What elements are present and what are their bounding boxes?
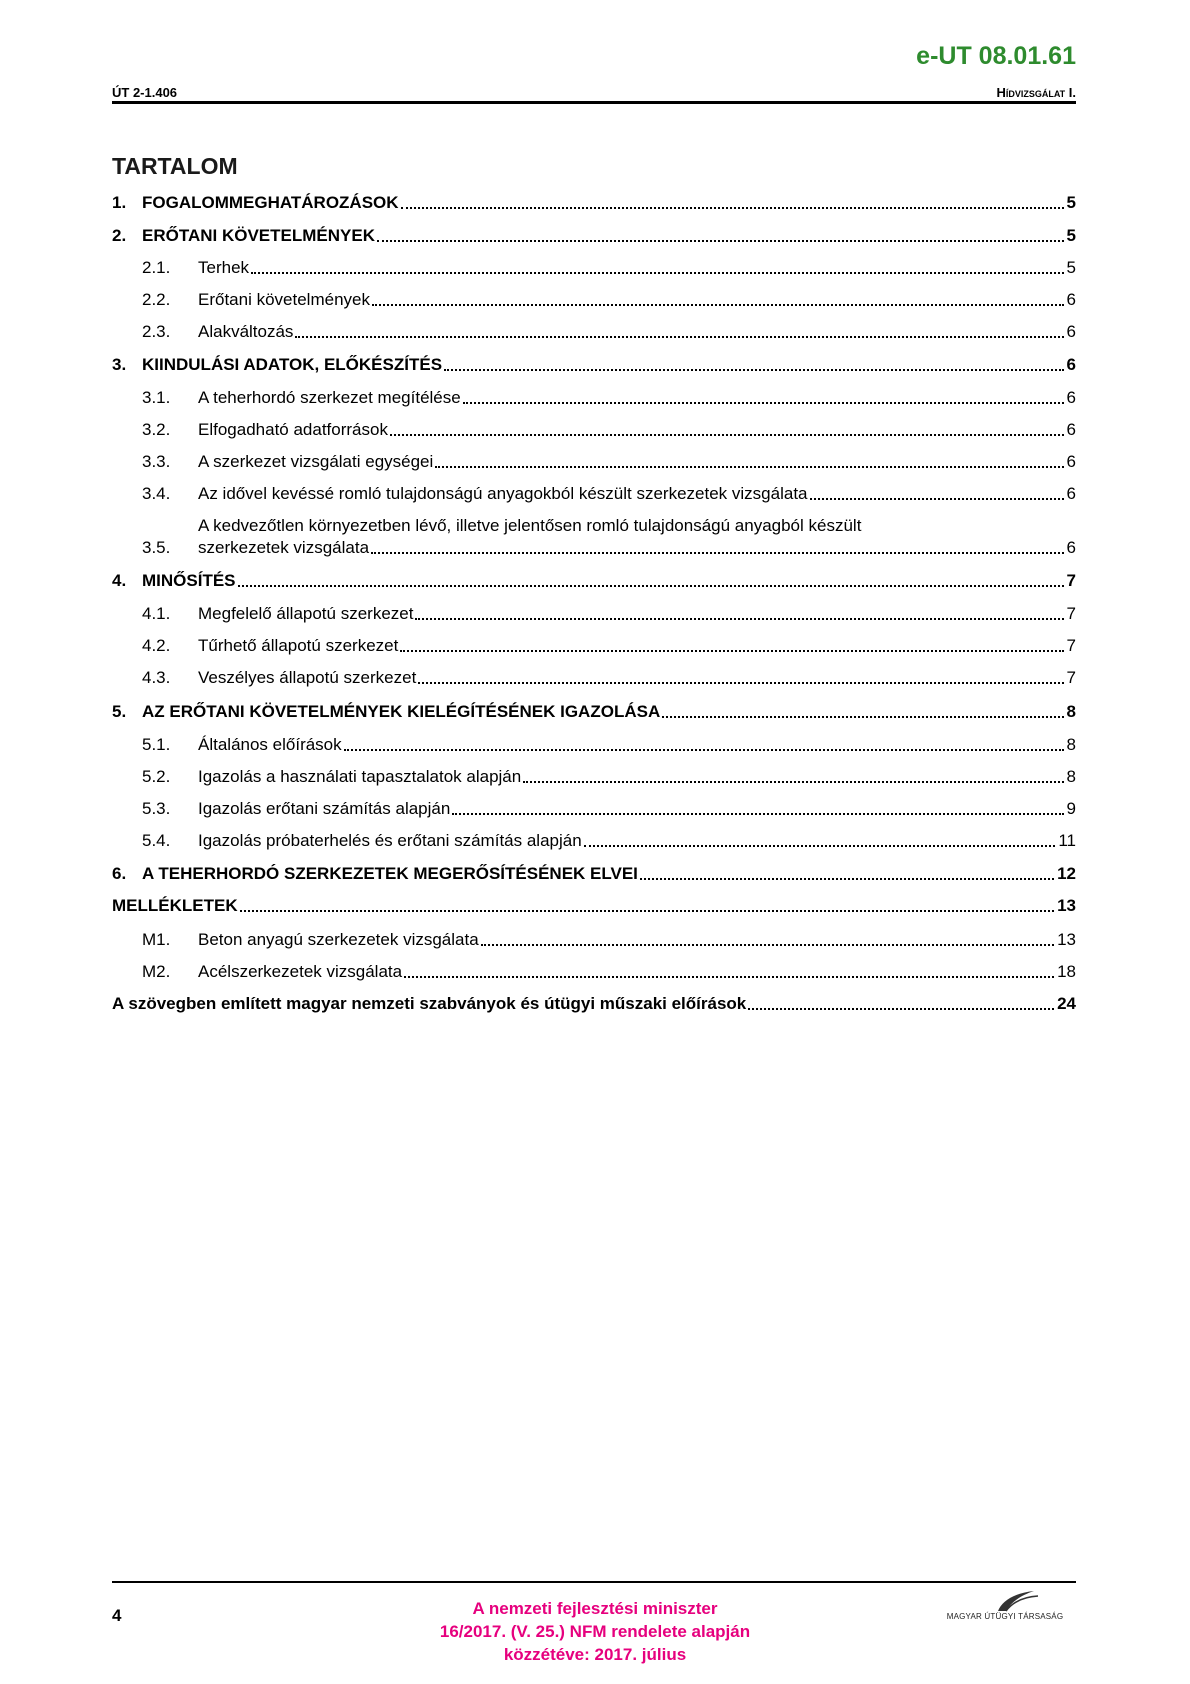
toc-entry-page: 7 <box>1066 571 1076 590</box>
toc-entry-number: 3.4. <box>142 484 171 503</box>
toc-entry[interactable] <box>112 798 1076 820</box>
dot-leader <box>810 498 1064 500</box>
dot-leader <box>463 402 1064 404</box>
toc-entry-page: 6 <box>1066 355 1076 374</box>
toc-entry-page: 6 <box>1066 388 1076 407</box>
dot-leader <box>240 910 1054 912</box>
toc-entry[interactable] <box>112 257 1076 279</box>
toc-entry-page: 9 <box>1066 799 1076 818</box>
toc-entry-page: 7 <box>1066 636 1076 655</box>
toc-entry-number: 5.3. <box>142 799 171 818</box>
toc-entry-text-continued: szerkezetek vizsgálata <box>198 538 370 557</box>
footer-rule <box>112 1581 1076 1583</box>
toc-entry-number: 3.5. <box>142 538 171 557</box>
toc-entry-page: 24 <box>1057 994 1076 1013</box>
toc-entry-page: 8 <box>1066 702 1076 721</box>
publisher-logo <box>930 1587 1080 1627</box>
dot-leader <box>748 1008 1054 1010</box>
toc-entry-text: AZ ERŐTANI KÖVETELMÉNYEK KIELÉGÍTÉSÉNEK IGAZOLÁSA <box>142 702 661 721</box>
toc-entry-number: 5.1. <box>142 735 171 754</box>
toc-entry-text: A szövegben említett magyar nemzeti szabványok és útügyi műszaki előírások <box>112 994 747 1013</box>
dot-leader <box>640 878 1054 880</box>
toc-entry-number: 4.3. <box>142 668 171 687</box>
road-swoosh-icon <box>930 1587 1080 1613</box>
toc-entry-page: 6 <box>1066 420 1076 439</box>
dot-leader <box>435 466 1063 468</box>
toc-entry-text: Veszélyes állapotú szerkezet <box>198 668 417 687</box>
toc-entry-page: 13 <box>1057 930 1076 949</box>
dot-leader <box>390 434 1064 436</box>
toc-entry-number: 5.4. <box>142 831 171 850</box>
toc-entry-text: Igazolás erőtani számítás alapján <box>198 799 451 818</box>
toc-title: TARTALOM <box>112 153 238 179</box>
header-document-title: Hídvizsgálat I. <box>996 85 1076 100</box>
toc-entry-number: M1. <box>142 930 171 949</box>
toc-entry-text: A teherhordó szerkezet megítélése <box>198 388 461 407</box>
toc-entry[interactable] <box>112 993 1076 1015</box>
toc-entry[interactable] <box>112 667 1076 689</box>
toc-entry-page: 6 <box>1066 322 1076 341</box>
dot-leader <box>238 585 1064 587</box>
toc-entry-number: 5.2. <box>142 767 171 786</box>
toc-entry-text: Igazolás a használati tapasztalatok alapján <box>198 767 522 786</box>
toc-entry[interactable] <box>112 895 1076 917</box>
toc-entry-text: Igazolás próbaterhelés és erőtani számítás alapján <box>198 831 582 850</box>
toc-entry[interactable] <box>112 570 1076 592</box>
document-code: e-UT 08.01.61 <box>916 42 1076 70</box>
toc-entry-page: 5 <box>1066 226 1076 245</box>
toc-entry[interactable] <box>112 515 1076 559</box>
dot-leader <box>418 682 1063 684</box>
toc-entry[interactable] <box>112 766 1076 788</box>
toc-entry-number: 3.3. <box>142 452 171 471</box>
toc-entry-text: KIINDULÁSI ADATOK, ELŐKÉSZÍTÉS <box>142 355 443 374</box>
toc-entry-number: 2.3. <box>142 322 171 341</box>
toc-entry-page: 5 <box>1066 193 1076 212</box>
toc-entry[interactable] <box>112 419 1076 441</box>
toc-entry-text: A TEHERHORDÓ SZERKEZETEK MEGERŐSÍTÉSÉNEK ELVEI <box>142 864 638 883</box>
dot-leader <box>415 618 1063 620</box>
toc-entry-text: MELLÉKLETEK <box>112 896 238 915</box>
toc-entry-number: 3.2. <box>142 420 171 439</box>
dot-leader <box>344 749 1064 751</box>
toc-entry-page: 7 <box>1066 604 1076 623</box>
toc-entry-text: Erőtani követelmények <box>198 290 370 309</box>
toc-entry[interactable] <box>112 321 1076 343</box>
toc-entry[interactable] <box>112 289 1076 311</box>
toc-entry-page: 18 <box>1057 962 1076 981</box>
toc-entry-number: 2.1. <box>142 258 171 277</box>
dot-leader <box>584 845 1056 847</box>
toc-entry-page: 13 <box>1057 896 1076 915</box>
toc-entry-text: A kedvezőtlen környezetben lévő, illetve jelentősen romló tulajdonságú anyagból készült <box>198 516 862 535</box>
toc-entry-text: Beton anyagú szerkezetek vizsgálata <box>198 930 479 949</box>
dot-leader <box>371 552 1064 554</box>
publication-note-line2: 16/2017. (V. 25.) NFM rendelete alapján <box>439 1622 751 1641</box>
toc-entry-number: 3. <box>112 355 127 374</box>
toc-entry-text: A szerkezet vizsgálati egységei <box>198 452 434 471</box>
toc-entry-text: Alakváltozás <box>198 322 294 341</box>
toc-entry-page: 6 <box>1066 538 1076 557</box>
toc-entry-page: 8 <box>1066 767 1076 786</box>
dot-leader <box>372 304 1064 306</box>
toc-entry-page: 7 <box>1066 668 1076 687</box>
dot-leader <box>295 336 1063 338</box>
toc-entry-page: 6 <box>1066 484 1076 503</box>
dot-leader <box>662 716 1063 718</box>
toc-entry[interactable] <box>112 929 1076 951</box>
toc-entry-text: Acélszerkezetek vizsgálata <box>198 962 403 981</box>
dot-leader <box>401 207 1064 209</box>
toc-entry-text: Megfelelő állapotú szerkezet <box>198 604 414 623</box>
toc-entry[interactable] <box>112 225 1076 247</box>
toc-entry-text: ERŐTANI KÖVETELMÉNYEK <box>142 226 375 245</box>
toc-entry-number: 4.2. <box>142 636 171 655</box>
toc-entry-number: 2. <box>112 226 127 245</box>
toc-entry[interactable] <box>112 635 1076 657</box>
toc-entry[interactable] <box>112 387 1076 409</box>
dot-leader <box>444 369 1063 371</box>
toc-entry-number: M2. <box>142 962 171 981</box>
dot-leader <box>481 944 1054 946</box>
header-rule <box>112 101 1076 104</box>
publisher-logo-text: MAGYAR ÚTÜGYI TÁRSASÁG <box>946 1612 1064 1621</box>
toc-entry-text: FOGALOMMEGHATÁROZÁSOK <box>142 193 399 212</box>
publication-note-line1: A nemzeti fejlesztési miniszter <box>472 1599 718 1618</box>
toc-entry-text: Terhek <box>198 258 250 277</box>
publication-note <box>355 1597 835 1666</box>
toc-entry-number: 3.1. <box>142 388 171 407</box>
toc-entry-page: 6 <box>1066 452 1076 471</box>
toc-entry-page: 12 <box>1057 864 1076 883</box>
dot-leader <box>523 781 1063 783</box>
toc-entry[interactable] <box>112 961 1076 983</box>
toc-entry-number: 4.1. <box>142 604 171 623</box>
toc-entry-page: 11 <box>1058 831 1076 850</box>
toc-entry[interactable] <box>112 701 1076 723</box>
toc-entry[interactable] <box>112 603 1076 625</box>
toc-entry-number: 1. <box>112 193 127 212</box>
toc-entry-text: MINŐSÍTÉS <box>142 571 236 590</box>
dot-leader <box>452 813 1063 815</box>
toc-entry-number: 4. <box>112 571 127 590</box>
toc-entry-text: Általános előírások <box>198 735 342 754</box>
toc-entry-text: Elfogadható adatforrások <box>198 420 388 439</box>
toc-entry[interactable] <box>112 863 1076 885</box>
toc-entry-text: Az idővel kevéssé romló tulajdonságú anyagokból készült szerkezetek vizsgálata <box>198 484 808 503</box>
toc-entry[interactable] <box>112 734 1076 756</box>
toc-entry-text: Tűrhető állapotú szerkezet <box>198 636 399 655</box>
toc-entry-number: 5. <box>112 702 127 721</box>
header-standard-number: ÚT 2-1.406 <box>112 85 178 100</box>
toc-entry-number: 6. <box>112 864 127 883</box>
toc-entry[interactable] <box>112 483 1076 505</box>
toc-entry[interactable] <box>112 192 1076 214</box>
dot-leader <box>251 272 1064 274</box>
toc-entry[interactable] <box>112 451 1076 473</box>
dot-leader <box>377 240 1064 242</box>
toc-entry[interactable] <box>112 354 1076 376</box>
page-number: 4 <box>112 1606 122 1625</box>
toc-entry-number: 2.2. <box>142 290 171 309</box>
dot-leader <box>400 650 1063 652</box>
dot-leader <box>404 976 1054 978</box>
toc-entry-page: 8 <box>1066 735 1076 754</box>
toc-entry-page: 6 <box>1066 290 1076 309</box>
toc-entry[interactable] <box>112 830 1076 852</box>
toc-entry-page: 5 <box>1066 258 1076 277</box>
publication-note-line3: közzétéve: 2017. július <box>503 1645 687 1664</box>
